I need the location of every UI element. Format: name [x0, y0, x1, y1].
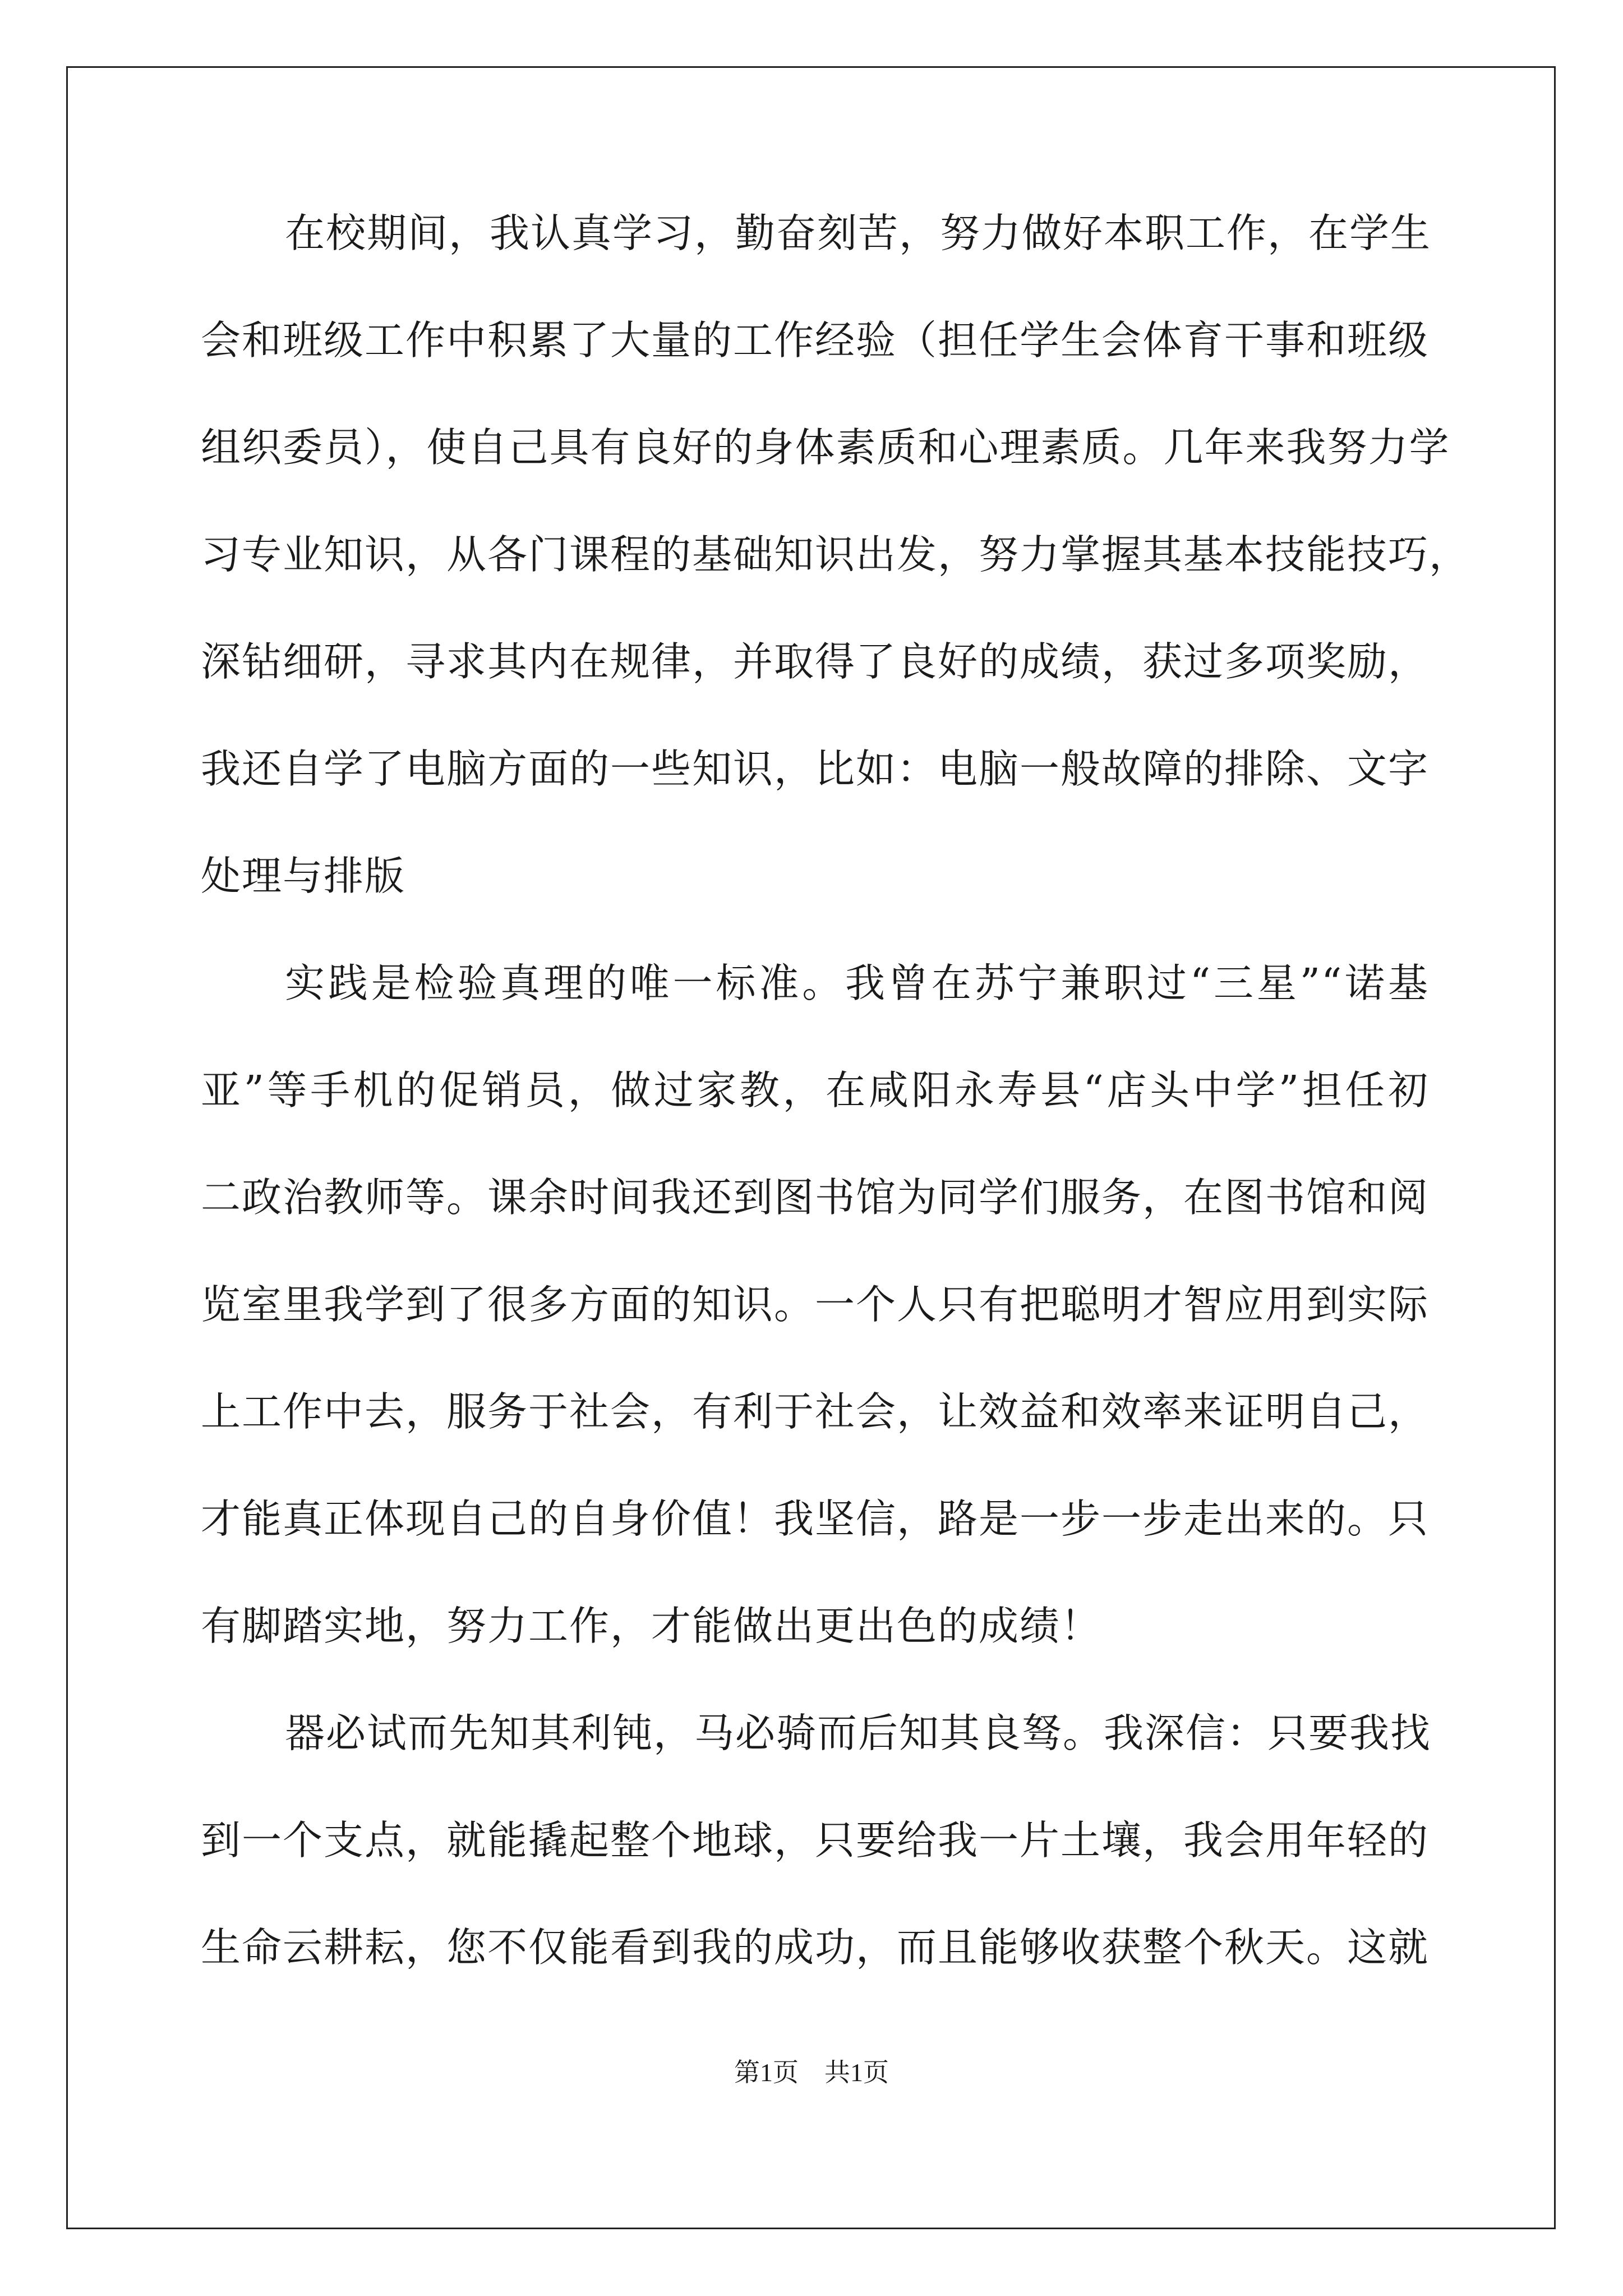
text-line: 处理与排版: [201, 853, 406, 899]
text-line: 到一个支点，就能撬起整个地球，只要给我一片土壤，我会用年轻的: [201, 1817, 1430, 1864]
text-line: 生命云耕耘，您不仅能看到我的成功，而且能够收获整个秋天。这就: [201, 1924, 1430, 1971]
text-line: 有脚踏实地，努力工作，才能做出更出色的成绩！: [201, 1603, 1102, 1649]
text-line: 览室里我学到了很多方面的知识。一个人只有把聪明才智应用到实际: [201, 1281, 1430, 1328]
page-total: 共1页: [824, 2058, 889, 2087]
text-line: 在校期间，我认真学习，勤奋刻苦，努力做好本职工作，在学生: [285, 210, 1432, 256]
text-line: 会和班级工作中积累了大量的工作经验（担任学生会体育干事和班级: [201, 317, 1430, 364]
text-line: 深钻细研，寻求其内在规律，并取得了良好的成绩，获过多项奖励，: [201, 638, 1430, 685]
text-line: 习专业知识，从各门课程的基础知识出发，努力掌握其基本技能技巧，: [201, 531, 1470, 578]
text-line: 组织委员），使自己具有良好的身体素质和心理素质。几年来我努力学: [201, 424, 1450, 471]
page-footer: [0, 2057, 1623, 2088]
text-line: 我还自学了电脑方面的一些知识，比如：电脑一般故障的排除、文字: [201, 746, 1430, 792]
text-line: 才能真正体现自己的自身价值！我坚信，路是一步一步走出来的。只: [201, 1496, 1430, 1542]
text-line: 亚”等手机的促销员，做过家教，在咸阳永寿县“店头中学”担任初: [201, 1067, 1429, 1114]
text-line: 器必试而先知其利钝，马必骑而后知其良驽。我深信：只要我找: [285, 1710, 1432, 1756]
paragraph-2: [201, 960, 1430, 1713]
text-line: 上工作中去，服务于社会，有利于社会，让效益和效率来证明自己，: [201, 1388, 1430, 1435]
page-number: 第1页: [734, 2058, 799, 2087]
paragraph-1: [201, 210, 1470, 963]
document-body: [201, 210, 1470, 2035]
paragraph-3: [201, 1710, 1432, 2035]
text-line: 二政治教师等。课余时间我还到图书馆为同学们服务，在图书馆和阅: [201, 1174, 1430, 1221]
text-line: 实践是检验真理的唯一标准。我曾在苏宁兼职过“三星”“诺基: [285, 960, 1429, 1006]
